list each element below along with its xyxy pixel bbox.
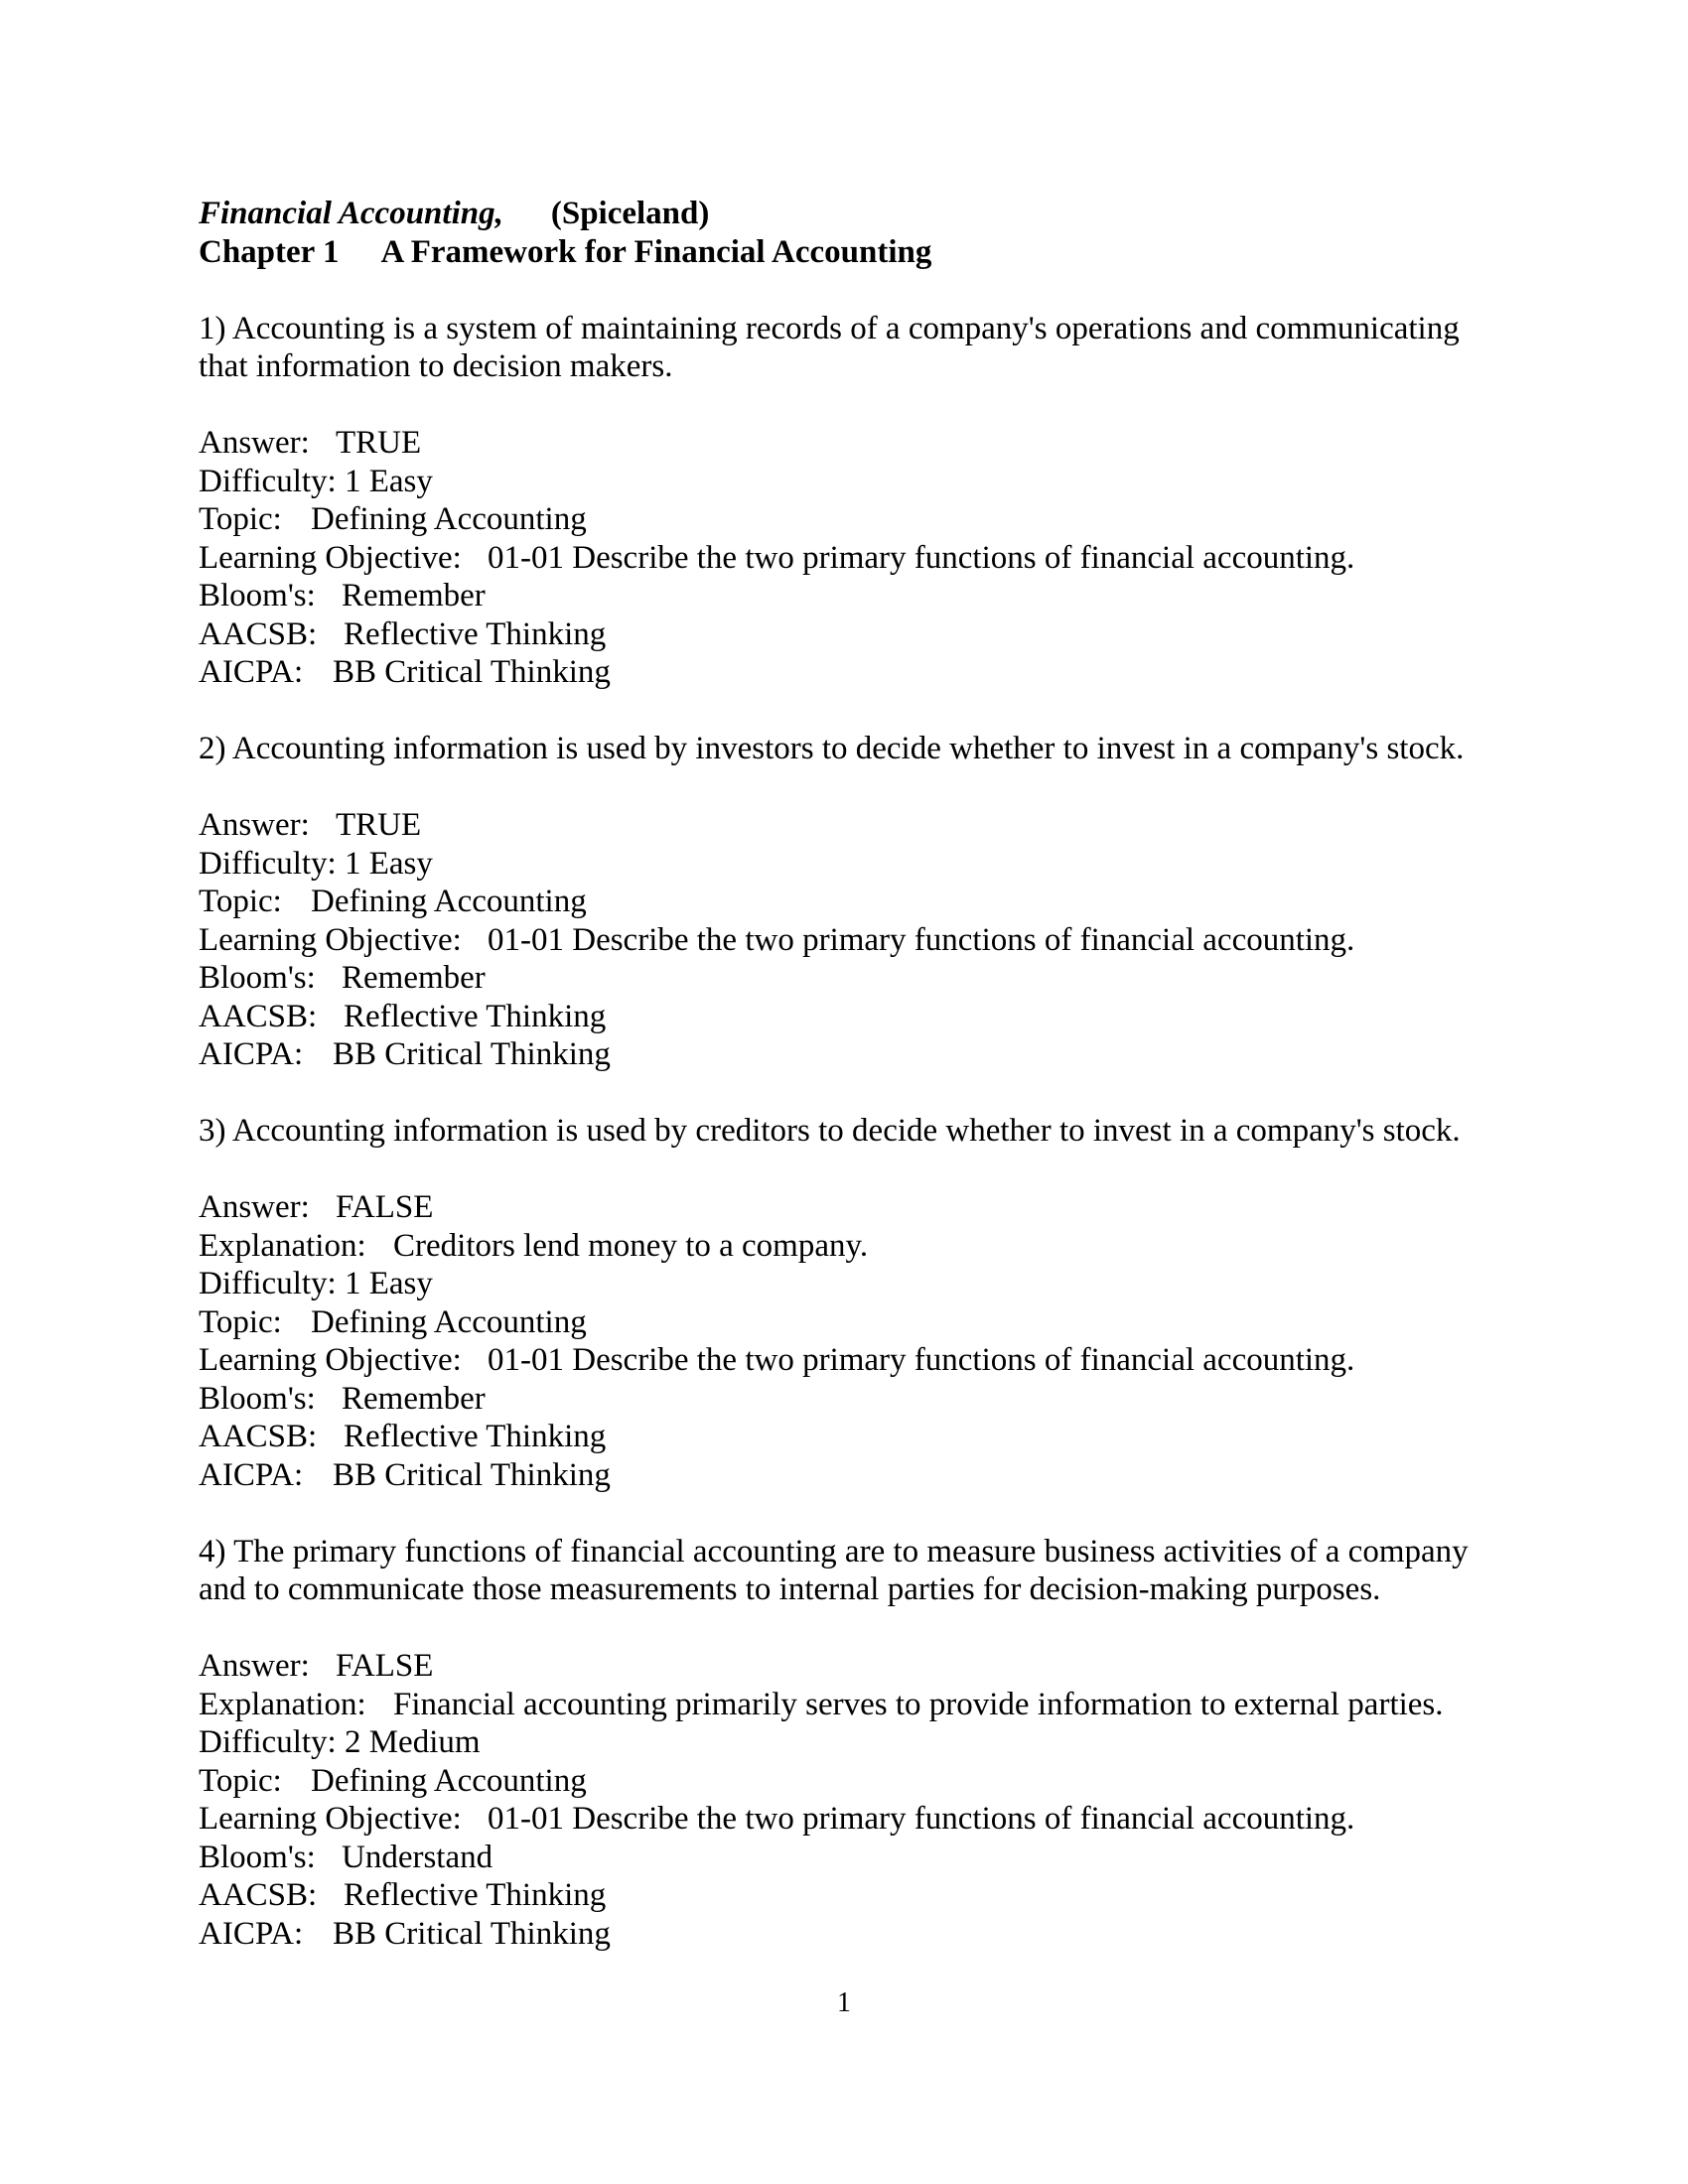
answer-row — [199, 806, 1529, 845]
aicpa-value: BB Critical Thinking — [333, 1915, 611, 1952]
learning-objective-label: Learning Objective: — [199, 921, 462, 958]
blooms-label: Bloom's: — [199, 578, 316, 614]
question-metadata — [199, 1647, 1529, 1953]
answer-value: TRUE — [336, 425, 422, 461]
question-4 — [199, 1533, 1529, 1954]
aicpa-value: BB Critical Thinking — [333, 654, 611, 690]
chapter-title: A Framework for Financial Accounting — [380, 233, 932, 270]
difficulty-row: Difficulty: 1 Easy — [199, 463, 433, 499]
aicpa-row — [199, 1035, 1529, 1074]
aacsb-label: AACSB: — [199, 1877, 318, 1913]
answer-row — [199, 1647, 1529, 1686]
aicpa-label: AICPA: — [199, 654, 304, 690]
answer-value: TRUE — [336, 807, 422, 843]
question-stem — [199, 1112, 1529, 1151]
answer-label: Answer: — [199, 1648, 310, 1684]
blooms-value: Remember — [342, 960, 486, 996]
question-stem — [199, 310, 1529, 386]
aicpa-value: BB Critical Thinking — [333, 1456, 611, 1493]
learning-objective-label: Learning Objective: — [199, 1801, 462, 1837]
topic-row — [199, 500, 1529, 539]
blooms-row — [199, 577, 1529, 615]
document-page — [199, 195, 1529, 1953]
explanation-label: Explanation: — [199, 1686, 366, 1722]
learning-objective-row — [199, 539, 1529, 578]
learning-objective-value: 01-01 Describe the two primary functions of financial accounting. — [488, 921, 1355, 958]
aicpa-label: AICPA: — [199, 1915, 304, 1952]
learning-objective-row — [199, 1800, 1529, 1839]
explanation-value: Financial accounting primarily serves to provide information to external parties. — [393, 1686, 1444, 1722]
question-stem-line: 4) The primary functions of financial accounting are to measure business activities of a company — [199, 1533, 1469, 1570]
question-metadata — [199, 1188, 1529, 1494]
aacsb-label: AACSB: — [199, 998, 318, 1034]
question-1 — [199, 310, 1529, 692]
learning-objective-label: Learning Objective: — [199, 1342, 462, 1378]
answer-label: Answer: — [199, 425, 310, 461]
learning-objective-row — [199, 921, 1529, 960]
aacsb-row — [199, 998, 1529, 1036]
aacsb-row — [199, 1418, 1529, 1456]
blooms-label: Bloom's: — [199, 960, 316, 996]
question-stem-line: that information to decision makers. — [199, 348, 673, 384]
question-stem-line: 3) Accounting information is used by creditors to decide whether to invest in a company's stock. — [199, 1113, 1461, 1149]
aicpa-label: AICPA: — [199, 1456, 304, 1493]
aicpa-value: BB Critical Thinking — [333, 1036, 611, 1072]
question-stem — [199, 1533, 1529, 1609]
topic-label: Topic: — [199, 501, 282, 537]
aacsb-label: AACSB: — [199, 615, 318, 652]
explanation-label: Explanation: — [199, 1227, 366, 1264]
learning-objective-row — [199, 1341, 1529, 1380]
question-stem-line: 2) Accounting information is used by investors to decide whether to invest in a company's stock. — [199, 731, 1465, 766]
answer-value: FALSE — [336, 1189, 434, 1225]
learning-objective-value: 01-01 Describe the two primary functions of financial accounting. — [488, 1801, 1355, 1837]
topic-value: Defining Accounting — [311, 884, 587, 919]
aacsb-value: Reflective Thinking — [344, 615, 607, 652]
answer-row — [199, 424, 1529, 463]
difficulty-row: Difficulty: 1 Easy — [199, 1266, 433, 1301]
learning-objective-label: Learning Objective: — [199, 539, 462, 576]
book-title-line — [199, 195, 1529, 233]
difficulty-row: Difficulty: 1 Easy — [199, 845, 433, 882]
question-stem-line: and to communicate those measurements to internal parties for decision-making purposes. — [199, 1571, 1381, 1607]
topic-row — [199, 883, 1529, 921]
learning-objective-value: 01-01 Describe the two primary functions of financial accounting. — [488, 539, 1355, 576]
topic-row — [199, 1303, 1529, 1342]
topic-value: Defining Accounting — [311, 501, 587, 537]
blooms-row — [199, 1380, 1529, 1419]
question-stem — [199, 730, 1529, 768]
aacsb-value: Reflective Thinking — [344, 1419, 607, 1454]
aicpa-row — [199, 1915, 1529, 1954]
topic-label: Topic: — [199, 884, 282, 919]
chapter-label: Chapter 1 — [199, 233, 340, 270]
blooms-label: Bloom's: — [199, 1839, 316, 1875]
author: (Spiceland) — [550, 196, 710, 231]
question-2 — [199, 730, 1529, 1074]
blooms-row — [199, 1839, 1529, 1877]
question-metadata — [199, 424, 1529, 692]
blooms-value: Remember — [342, 1380, 486, 1417]
blooms-value: Remember — [342, 578, 486, 614]
answer-label: Answer: — [199, 807, 310, 843]
question-3 — [199, 1112, 1529, 1494]
topic-value: Defining Accounting — [311, 1303, 587, 1340]
aicpa-row — [199, 1456, 1529, 1495]
answer-row — [199, 1188, 1529, 1227]
explanation-row — [199, 1686, 1529, 1724]
blooms-row — [199, 959, 1529, 998]
explanation-row — [199, 1227, 1529, 1266]
aicpa-label: AICPA: — [199, 1036, 304, 1072]
question-metadata — [199, 806, 1529, 1074]
blooms-label: Bloom's: — [199, 1380, 316, 1417]
topic-label: Topic: — [199, 1303, 282, 1340]
topic-label: Topic: — [199, 1762, 282, 1799]
blooms-value: Understand — [342, 1839, 493, 1875]
difficulty-row: Difficulty: 2 Medium — [199, 1724, 481, 1760]
book-title: Financial Accounting, — [199, 196, 503, 231]
question-stem-line: 1) Accounting is a system of maintaining records of a company's operations and communicating — [199, 310, 1460, 346]
answer-value: FALSE — [336, 1648, 434, 1684]
aicpa-row — [199, 653, 1529, 692]
aacsb-row — [199, 1876, 1529, 1915]
aacsb-label: AACSB: — [199, 1419, 318, 1454]
explanation-value: Creditors lend money to a company. — [393, 1227, 869, 1264]
page-number: 1 — [837, 1987, 851, 2018]
aacsb-value: Reflective Thinking — [344, 1877, 607, 1913]
topic-value: Defining Accounting — [311, 1762, 587, 1799]
document-header — [199, 195, 1529, 271]
learning-objective-value: 01-01 Describe the two primary functions of financial accounting. — [488, 1342, 1355, 1378]
aacsb-value: Reflective Thinking — [344, 998, 607, 1034]
answer-label: Answer: — [199, 1189, 310, 1225]
topic-row — [199, 1762, 1529, 1801]
aacsb-row — [199, 615, 1529, 654]
chapter-line — [199, 233, 1529, 272]
